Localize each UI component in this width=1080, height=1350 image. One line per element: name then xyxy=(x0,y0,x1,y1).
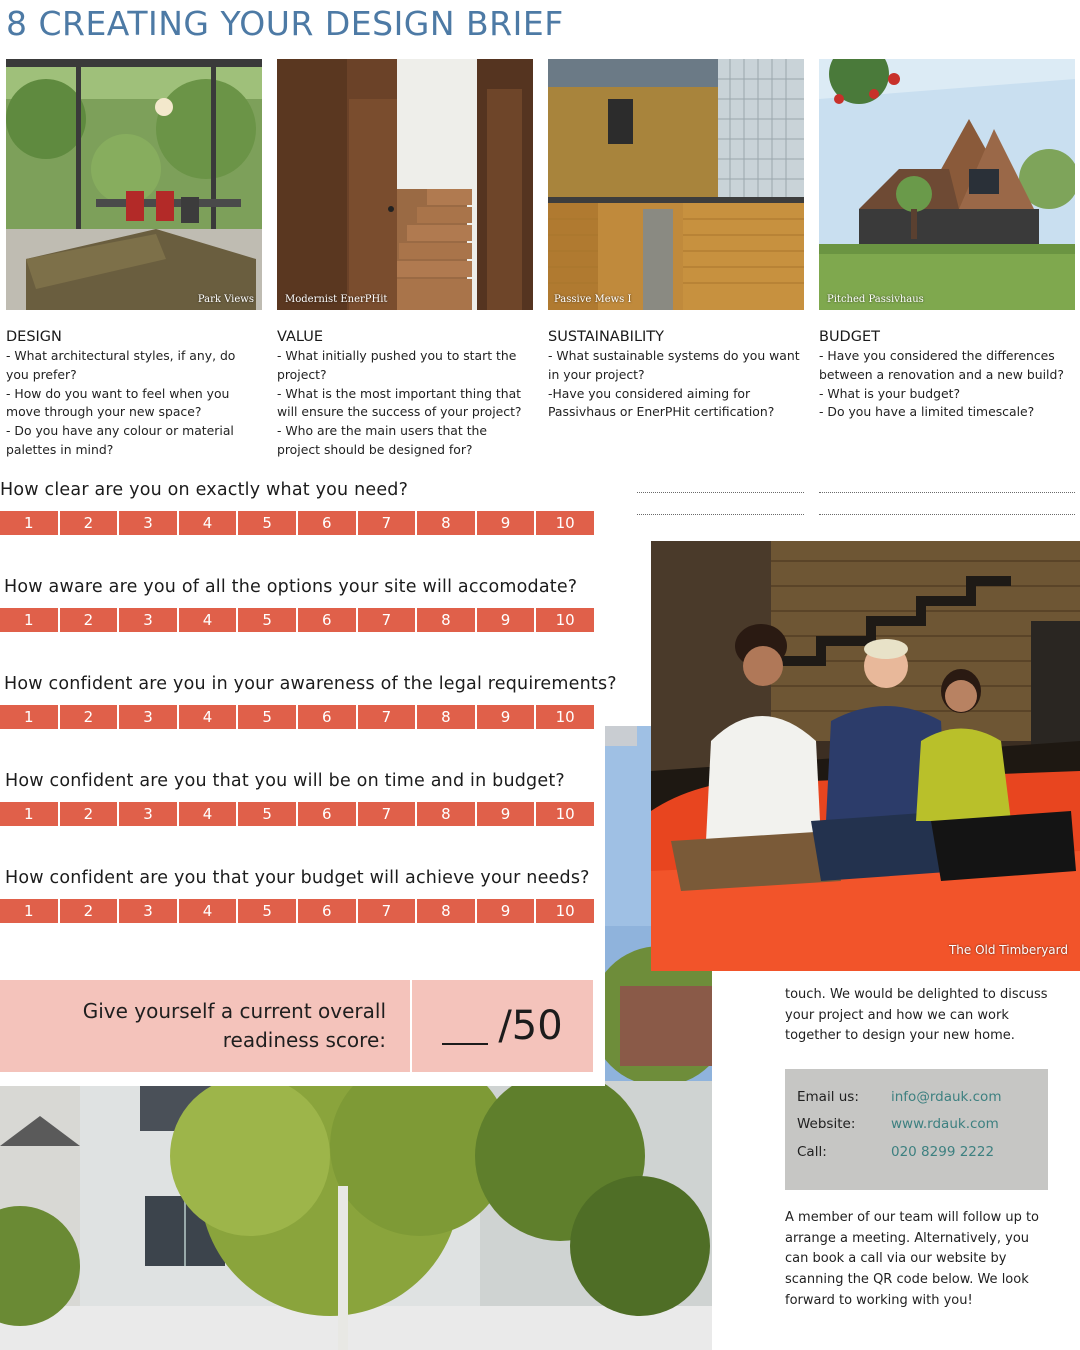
question-label: How aware are you of all the options your site will accomodate? xyxy=(4,577,578,597)
rating-option[interactable]: 7 xyxy=(358,899,418,923)
photo-passive-mews xyxy=(548,59,804,310)
rating-option[interactable]: 6 xyxy=(298,511,358,535)
question-label: How confident are you in your awareness of the legal requirements? xyxy=(4,674,617,694)
contact-intro: touch. We would be delighted to discuss your project and how we can work together to design your new home. xyxy=(785,987,1048,1044)
column-item: - Who are the main users that the project should be designed for? xyxy=(277,423,488,457)
column-heading: VALUE xyxy=(277,329,324,345)
column-design xyxy=(6,327,262,460)
contact-box xyxy=(785,1069,1048,1190)
page-title: 8 CREATING YOUR DESIGN BRIEF xyxy=(6,4,564,43)
rating-option[interactable]: 1 xyxy=(0,802,60,826)
rating-option[interactable]: 5 xyxy=(238,511,298,535)
rating-option[interactable]: 8 xyxy=(417,899,477,923)
rating-scale-4[interactable] xyxy=(0,802,594,826)
rating-option[interactable]: 5 xyxy=(238,899,298,923)
rating-option[interactable]: 3 xyxy=(119,608,179,632)
column-item: - What initially pushed you to start the project? xyxy=(277,348,517,382)
question-label: How confident are you that your budget will achieve your needs? xyxy=(5,868,590,888)
rating-option[interactable]: 9 xyxy=(477,511,537,535)
rating-option[interactable]: 9 xyxy=(477,802,537,826)
rating-option[interactable]: 10 xyxy=(536,511,594,535)
score-out-of: /50 xyxy=(498,1003,563,1049)
rating-option[interactable]: 10 xyxy=(536,705,594,729)
contact-row-call xyxy=(797,1138,1048,1166)
rating-option[interactable]: 1 xyxy=(0,705,60,729)
column-item: - What architectural styles, if any, do you prefer? xyxy=(6,348,236,382)
column-item: - What sustainable systems do you want in your project? xyxy=(548,348,800,382)
rating-option[interactable]: 10 xyxy=(536,608,594,632)
rating-option[interactable]: 3 xyxy=(119,511,179,535)
score-blank-field[interactable] xyxy=(442,1021,488,1045)
rating-scale-3[interactable] xyxy=(0,705,594,729)
rating-option[interactable]: 9 xyxy=(477,608,537,632)
rating-option[interactable]: 2 xyxy=(60,705,120,729)
rating-option[interactable]: 7 xyxy=(358,608,418,632)
rating-option[interactable]: 6 xyxy=(298,705,358,729)
question-label: How confident are you that you will be on time and in budget? xyxy=(5,771,565,791)
rating-scale-2[interactable] xyxy=(0,608,594,632)
rating-option[interactable]: 3 xyxy=(119,705,179,729)
rating-scale-5[interactable] xyxy=(0,899,594,923)
column-item: - Do you have any colour or material palettes in mind? xyxy=(6,423,234,457)
column-item: - Do you have a limited timescale? xyxy=(819,404,1035,420)
rating-option[interactable]: 10 xyxy=(536,802,594,826)
rating-option[interactable]: 10 xyxy=(536,899,594,923)
photo-pitched-passivhaus xyxy=(819,59,1075,310)
rating-scale-1[interactable] xyxy=(0,511,594,535)
rating-option[interactable]: 8 xyxy=(417,705,477,729)
column-heading: DESIGN xyxy=(6,329,62,345)
photo-modernist-enerphit xyxy=(277,59,533,310)
rating-option[interactable]: 6 xyxy=(298,608,358,632)
team-photo xyxy=(651,541,1080,971)
column-item: - What is your budget? xyxy=(819,385,961,401)
rating-option[interactable]: 8 xyxy=(417,511,477,535)
photo-caption: Modernist EnerPHit xyxy=(285,294,388,305)
rating-option[interactable]: 8 xyxy=(417,802,477,826)
column-item: - How do you want to feel when you move through your new space? xyxy=(6,385,230,420)
rating-option[interactable]: 5 xyxy=(238,802,298,826)
column-item: - What is the most important thing that will ensure the success of your project? xyxy=(277,385,522,420)
contact-row-website xyxy=(797,1111,1048,1139)
readiness-score-box xyxy=(0,980,593,1072)
column-sustainability xyxy=(548,327,804,422)
rating-option[interactable]: 5 xyxy=(238,705,298,729)
rating-option[interactable]: 1 xyxy=(0,608,60,632)
score-label-line: Give yourself a current overall xyxy=(82,999,386,1023)
rating-option[interactable]: 6 xyxy=(298,802,358,826)
phone-link[interactable]: 020 8299 2222 xyxy=(891,1143,995,1160)
contact-label: Website: xyxy=(797,1116,856,1133)
photo-caption: Park Views xyxy=(197,294,254,305)
rating-option[interactable]: 2 xyxy=(60,899,120,923)
column-heading: BUDGET xyxy=(819,329,880,345)
email-link[interactable]: info@rdauk.com xyxy=(891,1088,1002,1105)
rating-option[interactable]: 9 xyxy=(477,899,537,923)
photo-caption: Passive Mews I xyxy=(554,294,632,305)
rating-option[interactable]: 4 xyxy=(179,705,239,729)
rating-option[interactable]: 8 xyxy=(417,608,477,632)
photo-park-views xyxy=(6,59,262,310)
question-label: How clear are you on exactly what you need? xyxy=(0,480,409,500)
rating-option[interactable]: 7 xyxy=(358,511,418,535)
note-line xyxy=(819,492,1075,493)
column-heading: SUSTAINABILITY xyxy=(548,329,665,345)
score-label-line: readiness score: xyxy=(222,1028,386,1052)
rating-option[interactable]: 2 xyxy=(60,608,120,632)
rating-option[interactable]: 9 xyxy=(477,705,537,729)
column-item: -Have you considered aiming for Passivhaus or EnerPHit certification? xyxy=(548,385,775,420)
rating-option[interactable]: 7 xyxy=(358,802,418,826)
readiness-score-label xyxy=(0,980,410,1072)
column-item: - Have you considered the differences between a renovation and a new build? xyxy=(819,348,1064,382)
rating-option[interactable]: 6 xyxy=(298,899,358,923)
rating-option[interactable]: 7 xyxy=(358,705,418,729)
column-value xyxy=(277,327,533,460)
rating-option[interactable]: 4 xyxy=(179,899,239,923)
rating-option[interactable]: 2 xyxy=(60,511,120,535)
column-budget xyxy=(819,327,1075,422)
score-value[interactable] xyxy=(412,980,593,1072)
rating-option[interactable]: 1 xyxy=(0,511,60,535)
photo-caption: Pitched Passivhaus xyxy=(827,294,924,305)
contact-label: Call: xyxy=(797,1143,827,1160)
contact-outro: A member of our team will follow up to arrange a meeting. Alternatively, you can book a call via our website by scanning the QR code below. We look forward to working with you! xyxy=(785,1210,1040,1308)
contact-row-email xyxy=(797,1083,1048,1111)
rating-option[interactable]: 1 xyxy=(0,899,60,923)
rating-option[interactable]: 2 xyxy=(60,802,120,826)
photo-caption: The Old Timberyard xyxy=(948,943,1068,957)
website-link[interactable]: www.rdauk.com xyxy=(891,1116,999,1133)
rating-option[interactable]: 4 xyxy=(179,608,239,632)
rating-option[interactable]: 3 xyxy=(119,899,179,923)
contact-label: Email us: xyxy=(797,1088,859,1105)
rating-option[interactable]: 3 xyxy=(119,802,179,826)
note-line xyxy=(819,514,1075,515)
rating-option[interactable]: 4 xyxy=(179,511,239,535)
rating-option[interactable]: 4 xyxy=(179,802,239,826)
rating-option[interactable]: 5 xyxy=(238,608,298,632)
